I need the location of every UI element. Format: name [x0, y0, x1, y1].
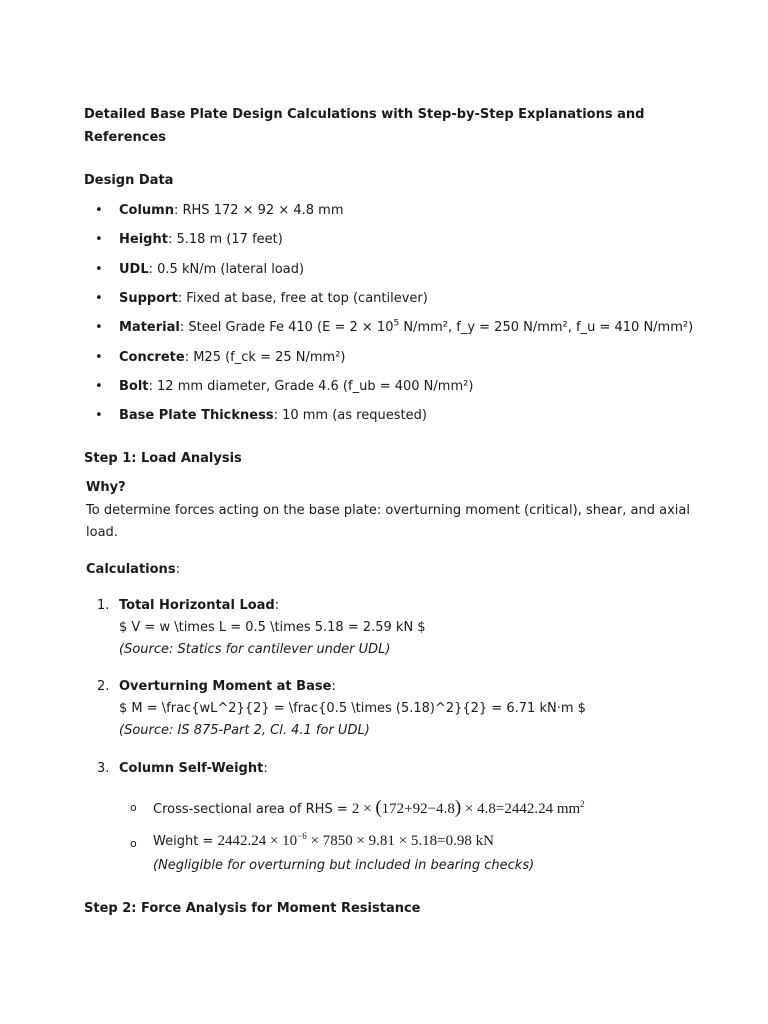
circle-bullet-icon: o — [130, 837, 137, 850]
bullet-icon: • — [95, 320, 103, 335]
item-text: : RHS 172 × 92 × 4.8 mm — [173, 203, 344, 218]
note-text: (Negligible for overturning but included in bearing checks) — [153, 858, 535, 873]
item-label: Column — [119, 203, 174, 218]
item-label: Height — [119, 232, 168, 247]
calculations-label — [86, 562, 180, 577]
step1-heading: Step 1: Load Analysis — [84, 451, 242, 466]
document-title-line1: Detailed Base Plate Design Calculations with Step-by-Step Explanations and — [84, 107, 645, 122]
source-note: (Source: IS 875-Part 2, Cl. 4.1 for UDL) — [119, 723, 370, 738]
bullet-icon: • — [95, 203, 103, 218]
step2-heading: Step 2: Force Analysis for Moment Resistance — [84, 901, 421, 916]
calculations-colon: : — [175, 562, 180, 577]
source-note: (Source: Statics for cantilever under UDL) — [119, 642, 391, 657]
why-text-line2: load. — [86, 525, 118, 540]
item-number: 3. — [97, 761, 110, 776]
calc-title: Overturning Moment at Base — [119, 679, 332, 694]
item-label: UDL — [119, 262, 149, 277]
formula: $ V = w \times L = 0.5 \times 5.18 = 2.59 kN $ — [119, 620, 426, 635]
calc-colon: : — [274, 598, 280, 613]
calc-colon: : — [331, 679, 336, 694]
why-label: Why? — [86, 480, 126, 495]
item-label: Support — [119, 291, 178, 306]
item-text: : 10 mm (as requested) — [273, 408, 427, 423]
item-text: : 5.18 m (17 feet) — [167, 232, 283, 247]
sub-item-text: Weight = — [153, 834, 218, 849]
bullet-icon: • — [95, 379, 103, 394]
item-text: : 12 mm diameter, Grade 4.6 (f_ub = 400 N/mm²) — [148, 379, 474, 394]
sub-item-text: Cross-sectional area of RHS = — [153, 802, 352, 817]
item-text: : Steel Grade Fe 410 (E = 2 × 10 — [179, 320, 394, 335]
math-expression: $2442.24 \times 10^{-6} \times 7850 \times 9.81 \times 5.18=0.98$ kN — [217, 831, 494, 849]
item-number: 2. — [97, 679, 110, 694]
item-number: 1. — [97, 598, 110, 613]
calc-colon: : — [263, 761, 268, 776]
calculations-title: Calculations — [86, 562, 176, 577]
item-text: : 0.5 kN/m (lateral load) — [148, 262, 305, 277]
bullet-icon: • — [95, 232, 103, 247]
circle-bullet-icon: o — [130, 801, 137, 814]
item-label: Material — [119, 320, 180, 335]
bullet-icon: • — [95, 350, 103, 365]
item-text: : M25 (f_ck = 25 N/mm²) — [184, 350, 346, 365]
item-label: Base Plate Thickness — [119, 408, 274, 423]
bullet-icon: • — [95, 408, 103, 423]
math-expression: 2 × (172+92−4.8) × 4.8=2442.24 $mm^2$ — [351, 797, 585, 818]
exponent: 5 — [393, 318, 400, 329]
item-text: : Fixed at base, free at top (cantilever) — [177, 291, 428, 306]
why-text-line1: To determine forces acting on the base plate: overturning moment (critical), shear, and axial — [86, 503, 690, 518]
bullet-icon: • — [95, 262, 103, 277]
item-label: Bolt — [119, 379, 149, 394]
document-title-line2: References — [84, 130, 167, 145]
item-text-rest: N/mm², f_y = 250 N/mm², f_u = 410 N/mm²) — [399, 320, 694, 335]
item-label: Concrete — [119, 350, 185, 365]
calc-title: Total Horizontal Load — [119, 598, 275, 613]
calc-title: Column Self-Weight — [119, 761, 264, 776]
formula: $ M = \frac{wL^2}{2} = \frac{0.5 \times (5.18)^2}{2} = 6.71 kN·m $ — [119, 701, 586, 716]
bullet-icon: • — [95, 291, 103, 306]
design-data-heading: Design Data — [84, 173, 174, 188]
